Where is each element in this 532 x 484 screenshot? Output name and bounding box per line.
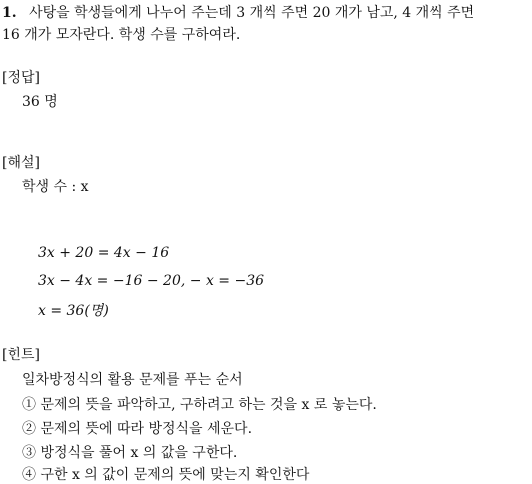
problem-line-1	[2, 4, 474, 22]
equation-1: 3x + 20 = 4x − 16	[38, 245, 170, 261]
solution-intro: 학생 수 : x	[22, 179, 89, 195]
problem-text-2: 16 개가 모자란다. 학생 수를 구하여라.	[2, 27, 241, 43]
hint-step-2: ② 문제의 뜻에 따라 방정식을 세운다.	[22, 421, 253, 437]
solution-label: [해설]	[2, 155, 40, 171]
problem-number: 1.	[2, 5, 17, 21]
hint-step-4: ④ 구한 x 의 값이 문제의 뜻에 맞는지 확인한다	[22, 467, 310, 483]
answer-value: 36 명	[22, 94, 58, 110]
answer-label: [정답]	[2, 70, 40, 86]
hint-title: 일차방정식의 활용 문제를 푸는 순서	[22, 372, 243, 388]
equation-2: 3x − 4x = −16 − 20, − x = −36	[38, 273, 265, 289]
hint-step-1: ① 문제의 뜻을 파악하고, 구하려고 하는 것을 x 로 놓는다.	[22, 397, 377, 413]
equation-3: x = 36(명)	[38, 303, 109, 319]
hint-label: [힌트]	[2, 347, 40, 363]
hint-step-3: ③ 방정식을 풀어 x 의 값을 구한다.	[22, 445, 238, 461]
problem-text-1: 사탕을 학생들에게 나누어 주는데 3 개씩 주면 20 개가 남고, 4 개씩 주면	[29, 5, 475, 21]
